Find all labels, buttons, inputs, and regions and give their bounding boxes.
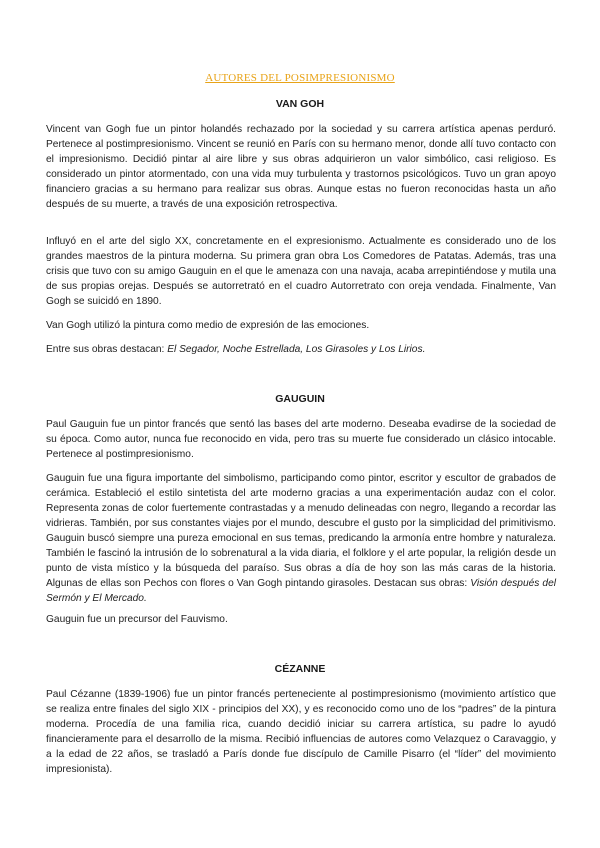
paragraph xyxy=(46,471,556,606)
section-heading-van-gogh: VAN GOH xyxy=(275,98,325,110)
document-title: AUTORES DEL POSIMPRESIONISMO xyxy=(205,72,395,84)
paragraph: Vincent van Gogh fue un pintor holandés rechazado por la sociedad y su carrera artística apenas perduró. Pertenece al postimpresionismo. Vincent se reunió en París con su hermano menor, donde allí tuvo contacto con el impresionismo. Decidió pintar al aire libre y sus obras adquirieron un valor simbólico, casi religioso. Es considerado un pintor atormentado, con una vida muy turbulenta y trastornos psicológicos. Tuvo un gran apoyo financiero gracias a su hermano para realizar sus obras. Aunque estas no fueron reconocidas hasta un año después de su muerte, a través de una exposición retrospectiva. xyxy=(46,124,556,210)
paragraph: Paul Cézanne (1839-1906) fue un pintor francés perteneciente al postimpresionismo (movimiento artístico que se realiza entre finales del siglo XIX - principios del XX), y es reconocido como uno de los “padres” de la pintura moderna. Procedía de una familia rica, cuando decidió iniciar su carrera artística, su padre lo ayudó financieramente para el desarrollo de la misma. Recibió influencias de autores como Velazquez o Caravaggio, y a la edad de 22 años, se trasladó a París donde fue discípulo de Camille Pisarro (el “líder” del movimiento impresionista). xyxy=(46,689,556,775)
paragraph: Van Gogh utilizó la pintura como medio de expresión de las emociones. xyxy=(46,320,370,331)
paragraph: Influyó en el arte del siglo XX, concretamente en el expresionismo. Actualmente es considerado uno de los grandes maestros de la pintura moderna. Su primera gran obra Los Comedores de Patatas. Además, tras una crisis que tuvo con su amigo Gauguin en el que le amenaza con una navaja, acaba arrepintiéndose y mutila una de sus propias orejas. Después se autorretrató en el cuadro Autorretrato con oreja vendada. Finalmente, Van Gogh se suicidó en 1890. xyxy=(46,236,556,307)
works-list: Visión después del Sermón y El Mercado. xyxy=(46,578,556,604)
works-list: El Segador, Noche Estrellada, Los Girasoles y Los Lirios. xyxy=(167,344,426,355)
section-heading-gauguin: GAUGUIN xyxy=(275,393,325,405)
section-heading-cezanne: CÉZANNE xyxy=(274,663,326,675)
paragraph: Paul Gauguin fue un pintor francés que sentó las bases del arte moderno. Deseaba evadirse de la sociedad de su época. Como autor, nunca fue reconocido en vida, pero tras su muerte fue considerado un clásico intocable. Pertenece al postimpresionismo. xyxy=(46,419,556,460)
works-line xyxy=(46,342,556,357)
paragraph-text: Gauguin fue una figura importante del simbolismo, participando como pintor, escritor y escultor de grabados de cerámica. Estableció el estilo sintetista del arte moderno gracias a una experimentación audaz con el color. Representa zonas de color fuertemente contrastadas y a menudo delineadas con negro, llegando a recordar las vidrieras. También, por sus constantes viajes por el mundo, descubre el gusto por la simplicidad del primitivismo. Gauguin buscó siempre una pureza emocional en sus temas, predicando la armonía entre hombre y naturaleza. También le fascinó la intrusión de lo sobrenatural a la vida diaria, el folklore y el arte popular, la religión desde un punto de vista místico y la búsqueda del paraíso. Sus obras a día de hoy son las más caras de la historia. Algunas de ellas son Pechos con flores o Van Gogh pintando girasoles. Destacan sus obras: xyxy=(46,473,556,589)
works-intro: Entre sus obras destacan: xyxy=(46,344,168,355)
paragraph: Gauguin fue un precursor del Fauvismo. xyxy=(46,614,228,625)
